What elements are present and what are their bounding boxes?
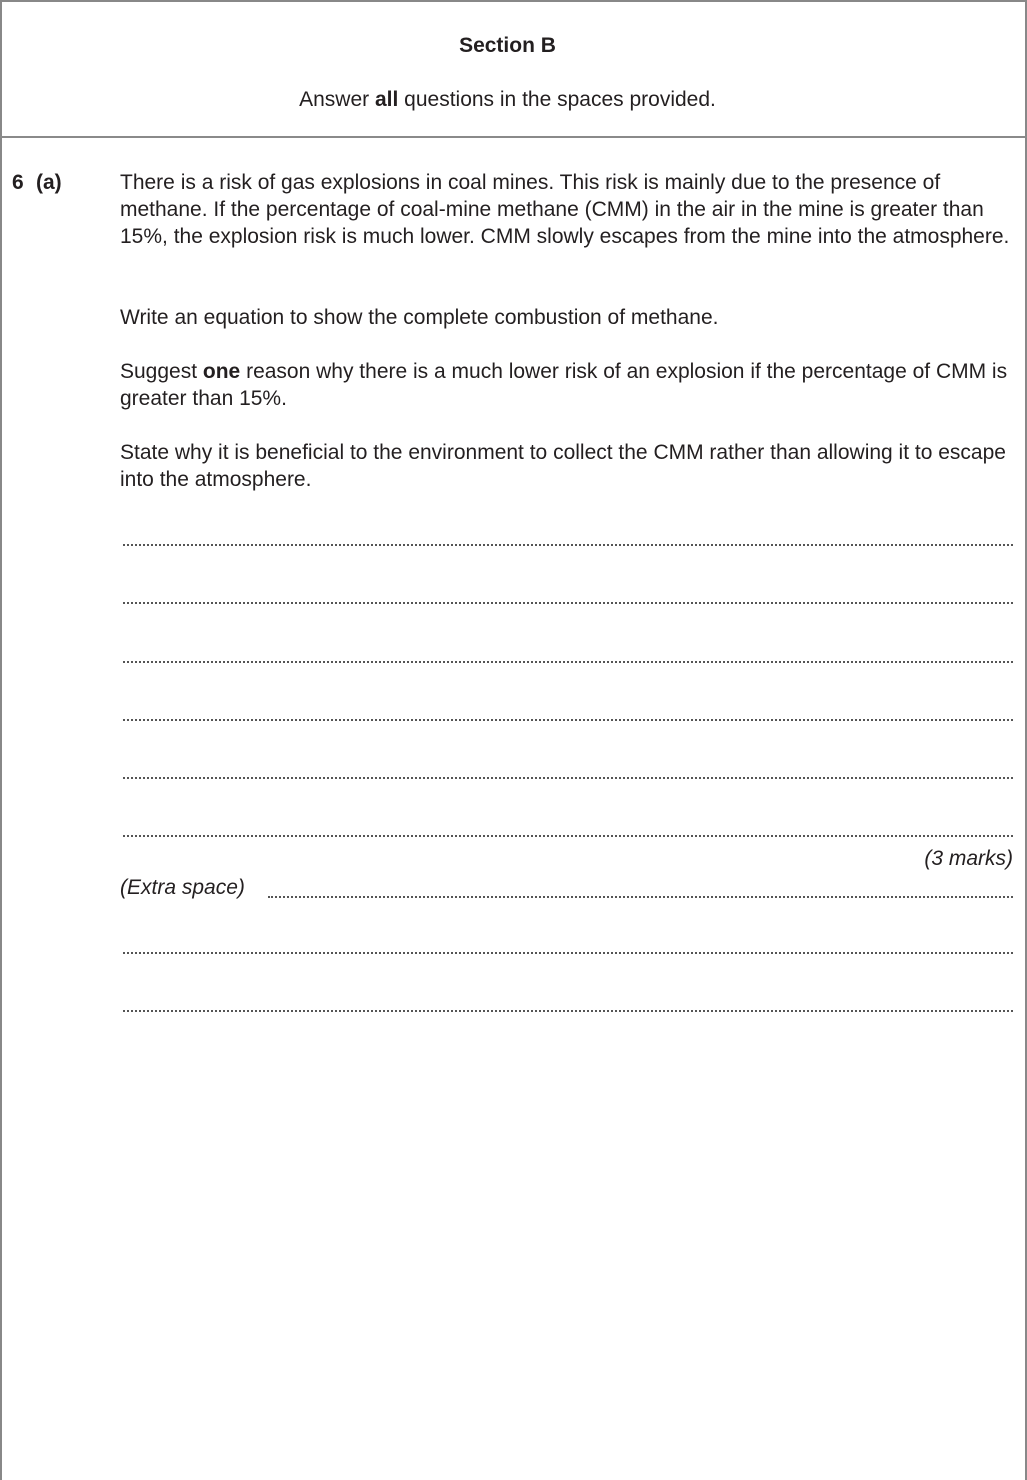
page-border-top <box>0 0 1027 2</box>
extra-space-line-3[interactable] <box>123 1010 1013 1012</box>
marks-label: (3 marks) <box>924 847 1013 870</box>
section-title: Section B <box>459 34 556 57</box>
instruction-text-start: Answer <box>299 88 375 111</box>
answer-line-5[interactable] <box>123 777 1013 779</box>
answer-line-4[interactable] <box>123 719 1013 721</box>
page-border-left <box>0 0 2 1480</box>
extra-space-line-1[interactable] <box>268 896 1013 898</box>
answer-line-6[interactable] <box>123 835 1013 837</box>
task-equation: Write an equation to show the complete combustion of methane. <box>120 306 719 329</box>
answer-line-3[interactable] <box>123 661 1013 663</box>
answer-line-2[interactable] <box>123 602 1013 604</box>
extra-space-line-2[interactable] <box>123 952 1013 954</box>
extra-space-label: (Extra space) <box>120 876 245 899</box>
instruction-text-end: questions in the spaces provided. <box>398 88 716 111</box>
question-number: 6 <box>12 171 24 194</box>
question-part: (a) <box>36 171 62 194</box>
task-suggest-emphasis: one <box>202 360 241 383</box>
question-intro: There is a risk of gas explosions in coal mines. This risk is mainly due to the presence of methane. If the percentage of coal-mine methane (CMM) in the air in the mine is greater than 15%, the explosion risk is much lower. CMM slowly escapes from the mine into the atmosphere. <box>120 171 1010 248</box>
task-suggest-text-end: reason why there is a much lower risk of an explosion if the percentage of CMM is greater than 15%. <box>120 360 1008 410</box>
header-divider <box>0 136 1027 138</box>
instruction-emphasis: all <box>374 88 399 111</box>
task-environment: State why it is beneficial to the environment to collect the CMM rather than allowing it to escape into the atmosphere. <box>120 441 1006 491</box>
task-suggest-reason <box>120 358 1015 412</box>
section-instruction <box>0 88 1015 112</box>
answer-line-1[interactable] <box>123 544 1013 546</box>
task-suggest-text-start: Suggest <box>120 360 203 383</box>
